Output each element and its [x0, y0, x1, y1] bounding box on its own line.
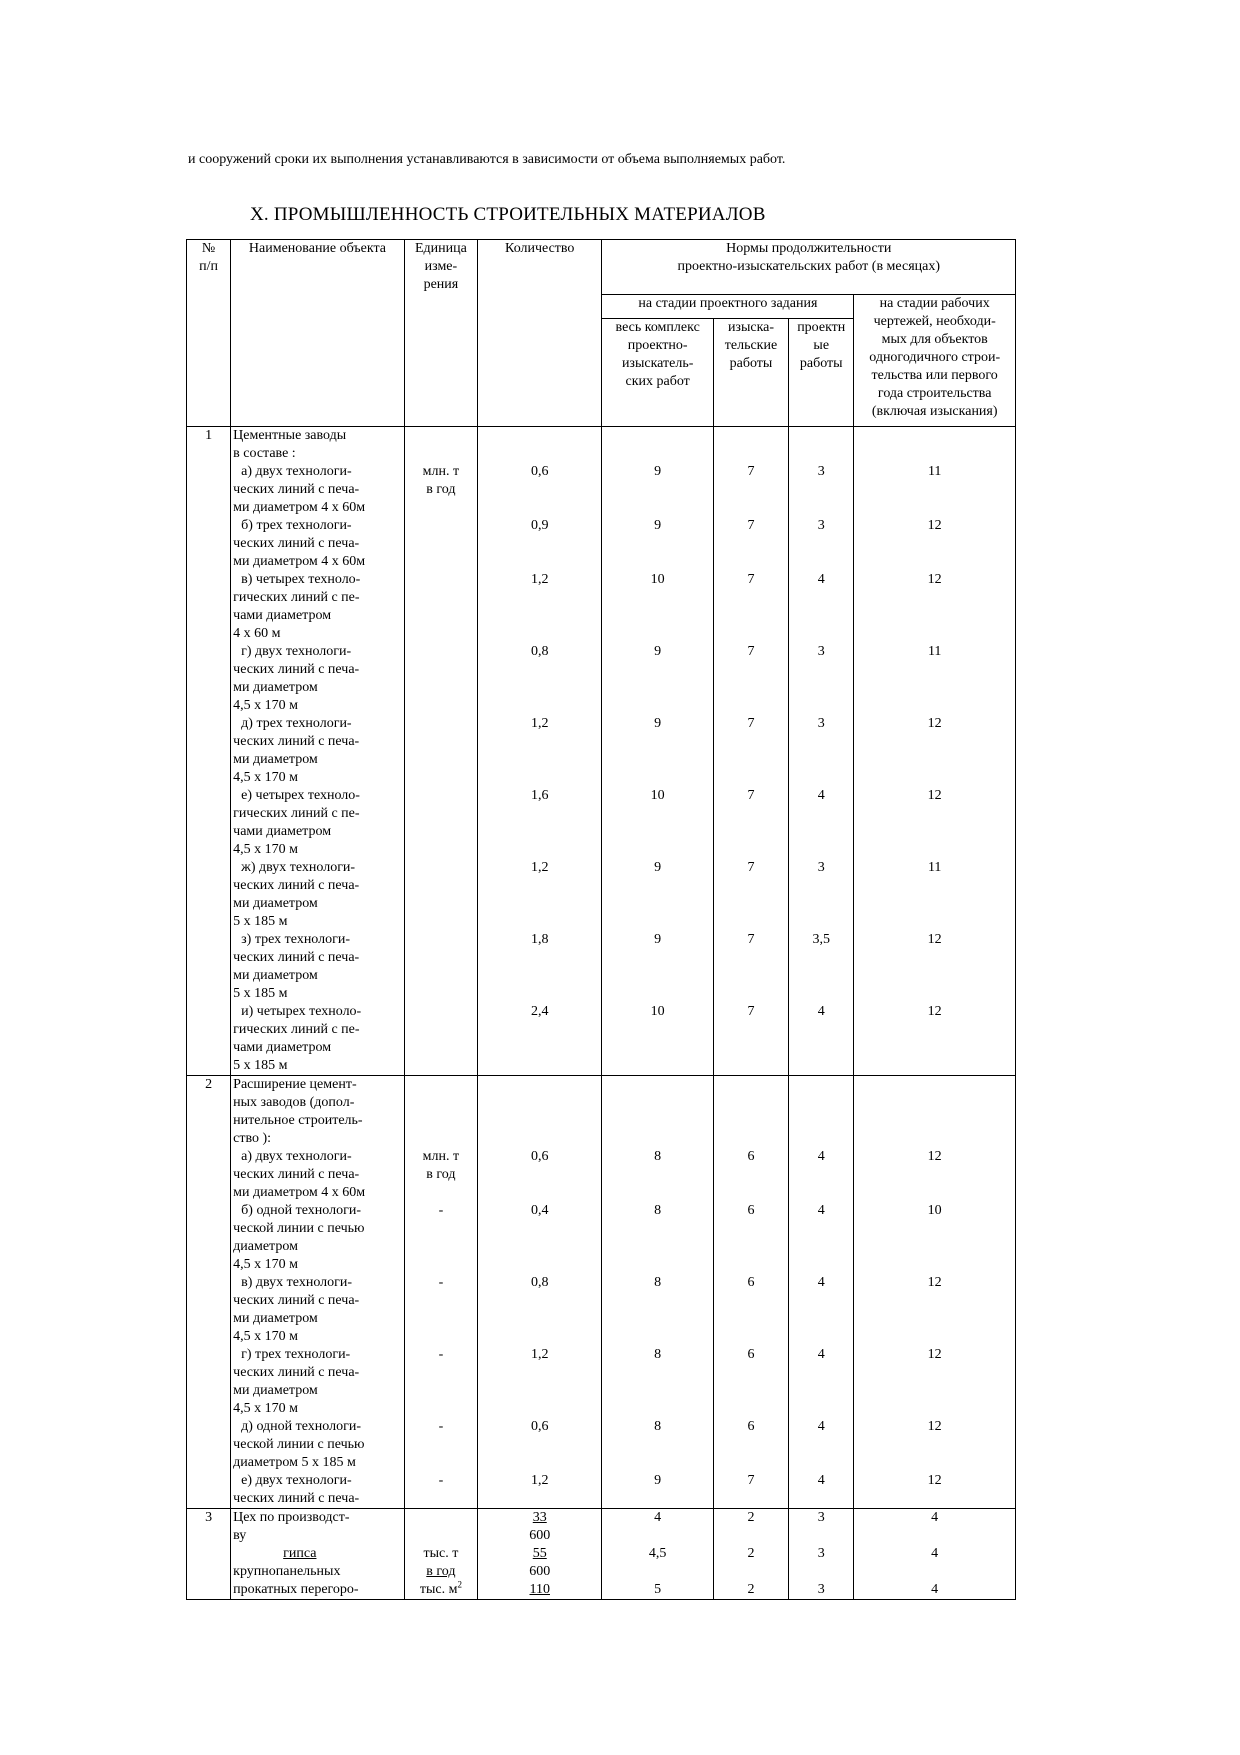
all-works-cell: 8 — [602, 1148, 713, 1202]
unit-cell — [404, 643, 477, 715]
working-drawings-cell: 10 — [854, 1202, 1016, 1274]
unit-cell — [404, 931, 477, 1003]
quantity-cell: 0,9 — [478, 517, 602, 571]
unit-cell: млн. т в год — [404, 463, 477, 517]
quantity-cell: 1,8 — [478, 931, 602, 1003]
empty-cell — [187, 571, 231, 643]
empty-cell — [187, 643, 231, 715]
object-name: е) двух технологи- ческих линий с печа- — [231, 1472, 405, 1509]
object-name: г) двух технологи- ческих линий с печа- ми диаметром 4,5 х 170 м — [231, 643, 405, 715]
unit-cell — [404, 715, 477, 787]
quantity-cell: 0,8 — [478, 1274, 602, 1346]
working-drawings-cell: 12 — [854, 517, 1016, 571]
empty-cell — [187, 1148, 231, 1202]
all-works-cell: 9 — [602, 517, 713, 571]
quantity-cell: 1,6 — [478, 787, 602, 859]
table-row — [187, 643, 1016, 715]
empty-cell — [478, 427, 602, 464]
design-cell: 3,5 — [789, 931, 854, 1003]
empty-cell — [187, 1003, 231, 1076]
unit-cell — [404, 859, 477, 931]
table-row — [187, 1202, 1016, 1274]
unit-cell — [404, 1003, 477, 1076]
table-row — [187, 463, 1016, 517]
unit-cell — [404, 787, 477, 859]
all-works-cell: 4,5 — [602, 1545, 713, 1581]
working-drawings-cell: 12 — [854, 1274, 1016, 1346]
table-row-group-title — [187, 427, 1016, 464]
working-drawings-cell: 12 — [854, 1346, 1016, 1418]
working-drawings-cell: 11 — [854, 463, 1016, 517]
empty-cell — [789, 1076, 854, 1149]
quantity-cell: 1,2 — [478, 859, 602, 931]
intro-text: и сооружений сроки их выполнения устанавливаются в зависимости от объема выполняемых работ. — [188, 152, 786, 167]
table-row-group-title — [187, 1076, 1016, 1149]
design-cell: 4 — [789, 1148, 854, 1202]
quantity-cell: 0,6 — [478, 463, 602, 517]
group-title: Цементные заводы в составе : — [231, 427, 405, 464]
table-row — [187, 931, 1016, 1003]
working-drawings-cell: 12 — [854, 715, 1016, 787]
header-col-design: проектн ые работы — [789, 319, 854, 427]
object-name: д) одной технологи- ческой линии с печью диаметром 5 х 185 м — [231, 1418, 405, 1472]
table-row — [187, 1509, 1016, 1546]
all-works-cell: 10 — [602, 787, 713, 859]
object-name: е) четырех техноло- гических линий с пе- чами диаметром 4,5 х 170 м — [231, 787, 405, 859]
all-works-cell: 8 — [602, 1274, 713, 1346]
empty-cell — [713, 427, 788, 464]
quantity-cell: 33 600 — [478, 1509, 602, 1546]
empty-cell — [478, 1076, 602, 1149]
survey-cell: 7 — [713, 517, 788, 571]
design-cell: 4 — [789, 1003, 854, 1076]
quantity-cell: 1,2 — [478, 715, 602, 787]
empty-cell — [789, 427, 854, 464]
working-drawings-cell: 4 — [854, 1545, 1016, 1581]
table-row — [187, 1274, 1016, 1346]
table-row — [187, 517, 1016, 571]
table-row — [187, 1581, 1016, 1600]
design-cell: 4 — [789, 1346, 854, 1418]
section-title: X. ПРОМЫШЛЕННОСТЬ СТРОИТЕЛЬНЫХ МАТЕРИАЛОВ — [250, 204, 766, 225]
header-unit: Единица изме- рения — [404, 240, 477, 427]
all-works-cell: 9 — [602, 859, 713, 931]
empty-cell — [854, 1076, 1016, 1149]
empty-cell — [187, 1274, 231, 1346]
design-cell: 3 — [789, 715, 854, 787]
all-works-cell: 9 — [602, 1472, 713, 1509]
design-cell: 3 — [789, 1581, 854, 1600]
working-drawings-cell: 4 — [854, 1581, 1016, 1600]
working-drawings-cell: 12 — [854, 1418, 1016, 1472]
survey-cell: 2 — [713, 1581, 788, 1600]
row-number: 3 — [187, 1509, 231, 1546]
all-works-cell: 4 — [602, 1509, 713, 1546]
quantity-cell: 0,8 — [478, 643, 602, 715]
empty-cell — [187, 1581, 231, 1600]
design-cell: 3 — [789, 517, 854, 571]
group-title: Расширение цемент- ных заводов (допол- нительное строитель- ство ): — [231, 1076, 405, 1149]
unit-cell: - — [404, 1274, 477, 1346]
survey-cell: 6 — [713, 1202, 788, 1274]
empty-cell — [187, 787, 231, 859]
design-cell: 4 — [789, 1472, 854, 1509]
table-row — [187, 1003, 1016, 1076]
unit-cell — [404, 571, 477, 643]
working-drawings-cell: 12 — [854, 787, 1016, 859]
survey-cell: 7 — [713, 571, 788, 643]
unit-cell: - — [404, 1472, 477, 1509]
group-title: Цех по производст- ву — [231, 1509, 405, 1546]
table-row — [187, 1472, 1016, 1509]
survey-cell: 7 — [713, 859, 788, 931]
header-qty: Количество — [478, 240, 602, 427]
all-works-cell: 5 — [602, 1581, 713, 1600]
working-drawings-cell: 4 — [854, 1509, 1016, 1546]
table-header-row-1 — [187, 240, 1016, 295]
header-col-all: весь комплекс проектно- изыскатель- ских работ — [602, 319, 713, 427]
design-cell: 3 — [789, 1509, 854, 1546]
survey-cell: 7 — [713, 1003, 788, 1076]
object-name: б) трех технологи- ческих линий с печа- ми диаметром 4 х 60м — [231, 517, 405, 571]
survey-cell: 7 — [713, 463, 788, 517]
object-name: д) трех технологи- ческих линий с печа- ми диаметром 4,5 х 170 м — [231, 715, 405, 787]
survey-cell: 7 — [713, 931, 788, 1003]
unit-cell: - — [404, 1418, 477, 1472]
header-name: Наименование объекта — [231, 240, 405, 427]
empty-cell — [404, 1509, 477, 1546]
design-cell: 3 — [789, 643, 854, 715]
design-cell: 3 — [789, 1545, 854, 1581]
design-cell: 4 — [789, 787, 854, 859]
row-number: 2 — [187, 1076, 231, 1149]
working-drawings-cell: 12 — [854, 571, 1016, 643]
empty-cell — [187, 1202, 231, 1274]
all-works-cell: 10 — [602, 1003, 713, 1076]
survey-cell: 6 — [713, 1148, 788, 1202]
all-works-cell: 9 — [602, 463, 713, 517]
survey-cell: 6 — [713, 1346, 788, 1418]
survey-cell: 2 — [713, 1509, 788, 1546]
object-name: и) четырех техноло- гических линий с пе- чами диаметром 5 х 185 м — [231, 1003, 405, 1076]
table-row — [187, 1148, 1016, 1202]
object-name: прокатных перегоро- — [231, 1581, 405, 1600]
object-name: а) двух технологи- ческих линий с печа- ми диаметром 4 х 60м — [231, 1148, 405, 1202]
unit-cell — [404, 517, 477, 571]
working-drawings-cell: 12 — [854, 1472, 1016, 1509]
survey-cell: 2 — [713, 1545, 788, 1581]
empty-cell — [187, 1418, 231, 1472]
working-drawings-cell: 12 — [854, 1003, 1016, 1076]
quantity-cell: 110 — [478, 1581, 602, 1600]
empty-cell — [404, 1076, 477, 1149]
all-works-cell: 9 — [602, 931, 713, 1003]
empty-cell — [187, 859, 231, 931]
empty-cell — [187, 1472, 231, 1509]
unit-cell: - — [404, 1346, 477, 1418]
survey-cell: 6 — [713, 1418, 788, 1472]
empty-cell — [602, 1076, 713, 1149]
quantity-cell: 1,2 — [478, 571, 602, 643]
object-name: б) одной технологи- ческой линии с печью диаметром 4,5 х 170 м — [231, 1202, 405, 1274]
header-num: № п/п — [187, 240, 231, 427]
empty-cell — [854, 427, 1016, 464]
quantity-cell: 55 600 — [478, 1545, 602, 1581]
all-works-cell: 9 — [602, 643, 713, 715]
unit-cell: тыс. т в год — [404, 1545, 477, 1581]
working-drawings-cell: 12 — [854, 931, 1016, 1003]
all-works-cell: 8 — [602, 1418, 713, 1472]
all-works-cell: 9 — [602, 715, 713, 787]
header-stage-project: на стадии проектного задания — [602, 295, 854, 319]
empty-cell — [187, 1545, 231, 1581]
design-cell: 4 — [789, 1202, 854, 1274]
object-name: а) двух технологи- ческих линий с печа- ми диаметром 4 х 60м — [231, 463, 405, 517]
design-cell: 3 — [789, 463, 854, 517]
quantity-cell: 2,4 — [478, 1003, 602, 1076]
empty-cell — [187, 517, 231, 571]
object-name: з) трех технологи- ческих линий с печа- ми диаметром 5 х 185 м — [231, 931, 405, 1003]
working-drawings-cell: 12 — [854, 1148, 1016, 1202]
table-row — [187, 1418, 1016, 1472]
header-stage-working: на стадии рабочих чертежей, необходи- мых для объектов одногодичного строи- тельства или первого года строительства (включая изыскания) — [854, 295, 1016, 427]
survey-cell: 6 — [713, 1274, 788, 1346]
object-name: гипса крупнопанельных — [231, 1545, 405, 1581]
table-row — [187, 715, 1016, 787]
empty-cell — [187, 1346, 231, 1418]
table-row — [187, 1346, 1016, 1418]
table-row — [187, 571, 1016, 643]
object-name: г) трех технологи- ческих линий с печа- ми диаметром 4,5 х 170 м — [231, 1346, 405, 1418]
all-works-cell: 8 — [602, 1346, 713, 1418]
survey-cell: 7 — [713, 1472, 788, 1509]
quantity-cell: 1,2 — [478, 1472, 602, 1509]
table-row — [187, 859, 1016, 931]
quantity-cell: 0,6 — [478, 1148, 602, 1202]
design-cell: 4 — [789, 1274, 854, 1346]
object-name: в) двух технологи- ческих линий с печа- ми диаметром 4,5 х 170 м — [231, 1274, 405, 1346]
empty-cell — [404, 427, 477, 464]
unit-cell: тыс. $м^2$ — [404, 1581, 477, 1600]
table-row — [187, 1545, 1016, 1581]
unit-cell: - — [404, 1202, 477, 1274]
quantity-cell: 0,4 — [478, 1202, 602, 1274]
working-drawings-cell: 11 — [854, 859, 1016, 931]
empty-cell — [187, 931, 231, 1003]
survey-cell: 7 — [713, 643, 788, 715]
all-works-cell: 10 — [602, 571, 713, 643]
object-name: в) четырех техноло- гических линий с пе- чами диаметром 4 х 60 м — [231, 571, 405, 643]
survey-cell: 7 — [713, 715, 788, 787]
object-name: ж) двух технологи- ческих линий с печа- ми диаметром 5 х 185 м — [231, 859, 405, 931]
all-works-cell: 8 — [602, 1202, 713, 1274]
table-row — [187, 787, 1016, 859]
design-cell: 4 — [789, 571, 854, 643]
empty-cell — [602, 427, 713, 464]
row-number: 1 — [187, 427, 231, 464]
header-col-survey: изыска- тельские работы — [713, 319, 788, 427]
empty-cell — [187, 463, 231, 517]
design-cell: 4 — [789, 1418, 854, 1472]
working-drawings-cell: 11 — [854, 643, 1016, 715]
quantity-cell: 1,2 — [478, 1346, 602, 1418]
norms-table — [186, 239, 1016, 1600]
unit-cell: млн. т в год — [404, 1148, 477, 1202]
empty-cell — [713, 1076, 788, 1149]
header-norms: Нормы продолжительности проектно-изыскательских работ (в месяцах) — [602, 240, 1016, 295]
design-cell: 3 — [789, 859, 854, 931]
quantity-cell: 0,6 — [478, 1418, 602, 1472]
empty-cell — [187, 715, 231, 787]
survey-cell: 7 — [713, 787, 788, 859]
